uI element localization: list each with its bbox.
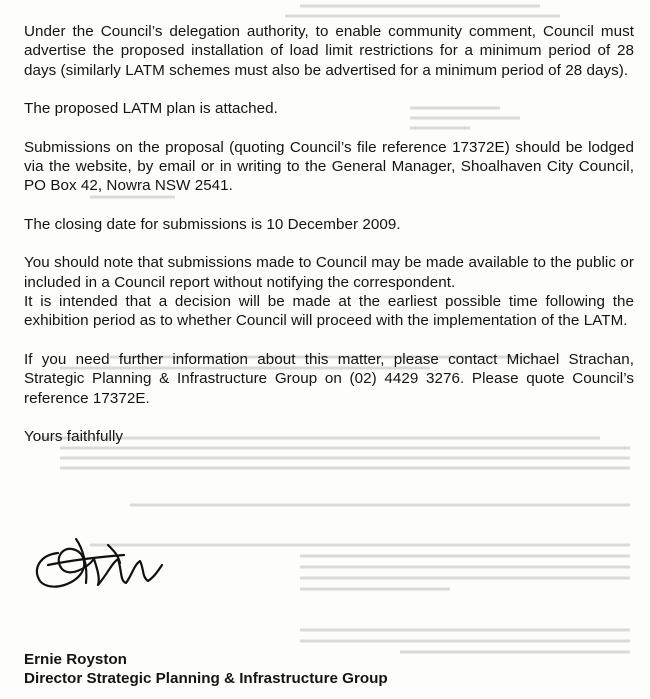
letter-body <box>24 22 634 447</box>
handwritten-signature <box>28 525 168 595</box>
paragraph-note: You should note that submissions made to Council may be made available to the public or included in a Council report without notifying the correspondent. <box>24 254 634 291</box>
paragraph-contact: If you need further information about this matter, please contact Michael Strachan, Strategic Planning & Infrastructure Group on (02) 4429 3276. Please quote Council’s reference 17372E. <box>24 350 634 407</box>
paragraph-submissions: Submissions on the proposal (quoting Council’s file reference 17372E) should be lodged via the website, by email or in writing to the General Manager, Shoalhaven City Council, PO Box 42, Nowra NSW 2541. <box>24 138 634 195</box>
signatory-name: Ernie Royston <box>24 651 127 668</box>
signatory-block <box>24 650 388 689</box>
signatory-title: Director Strategic Planning & Infrastructure Group <box>24 670 388 688</box>
paragraph-decision: It is intended that a decision will be made at the earliest possible time following the exhibition period as to whether Council will proceed with the implementation of the LATM. <box>24 293 634 330</box>
paragraph-delegation: Under the Council’s delegation authority, to enable community comment, Council must advertise the proposed installation of load limit restrictions for a minimum period of 28 days (similarly LATM schemes must also be advertised for a minimum period of 28 days). <box>24 23 634 79</box>
closing-salutation: Yours faithfully <box>24 428 124 446</box>
paragraph-closing-date: The closing date for submissions is 10 December 2009. <box>24 215 401 233</box>
paragraph-plan-attached: The proposed LATM plan is attached. <box>24 100 278 118</box>
